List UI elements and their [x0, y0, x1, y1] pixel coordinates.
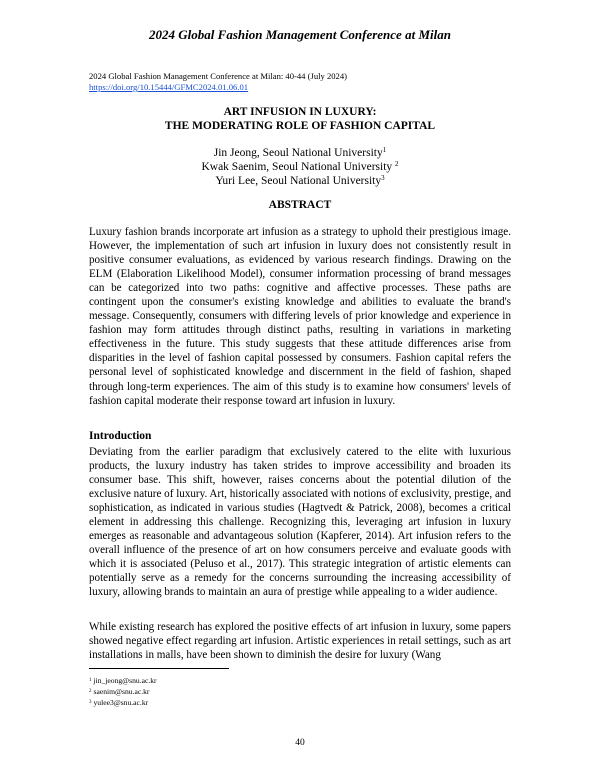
title-line-2: THE MODERATING ROLE OF FASHION CAPITAL	[164, 120, 436, 132]
author-1-sup: 1	[382, 146, 387, 154]
footnote-2	[89, 686, 157, 697]
footnote-1	[89, 675, 157, 686]
footnote-2-sup: 2	[89, 689, 92, 694]
footnote-1-sup: 1	[89, 678, 92, 683]
abstract-heading: ABSTRACT	[268, 199, 332, 211]
author-1-text: Jin Jeong, Seoul National University	[213, 147, 383, 159]
author-2	[0, 160, 600, 174]
introduction-heading: Introduction	[89, 430, 152, 442]
doi-link[interactable]: https://doi.org/10.15444/GFMC2024.01.06.01	[89, 82, 249, 92]
introduction-paragraph-1: Deviating from the earlier paradigm that exclusively catered to the elite with luxurious products, the luxury industry has taken strides to improve accessibility and broaden its consumer base. This shift, however, raises concerns about the potential dilution of the exclusive nature of luxury. Art, historically associated with notions of exclusivity, prestige, and sophistication, as indicated in various studies (Hagtvedt & Patrick, 2008), becomes a critical element in addressing this challenge. Recognizing this, leveraging art infusion in luxury emerges as reasonable and advantageous solution (Kapferer, 2014). Art infusion refers to the overall influence of the presence of art on how consumers perceive and evaluate goods with which it is associated (Peluso et al., 2017). This strategic integration of artistic elements can potentially serve as a remedy for the concerns surrounding the increasing accessibility of luxury, allowing brands to maintain an aura of prestige while appealing to a wider audience.	[89, 446, 511, 599]
author-3	[0, 174, 600, 188]
footnote-3-text: yulee3@snu.ac.kr	[93, 698, 149, 707]
author-2-sup: 2	[395, 160, 399, 168]
author-1	[0, 146, 600, 160]
citation-line: 2024 Global Fashion Management Conference at Milan: 40-44 (July 2024)	[89, 71, 347, 81]
author-3-text: Yuri Lee, Seoul National University	[215, 175, 382, 187]
footnote-2-text: saenim@snu.ac.kr	[93, 687, 150, 696]
footnote-3-sup: 3	[89, 700, 92, 705]
conference-header: 2024 Global Fashion Management Conference at Milan	[149, 27, 451, 42]
author-list	[0, 146, 600, 188]
page-number: 40	[295, 738, 305, 748]
footnote-3	[89, 697, 157, 708]
author-2-text: Kwak Saenim, Seoul National University	[201, 161, 396, 173]
footnotes	[89, 675, 157, 708]
title-line-1: ART INFUSION IN LUXURY:	[223, 106, 377, 118]
citation-block	[89, 71, 347, 93]
author-3-sup: 3	[381, 174, 385, 182]
introduction-paragraph-2: While existing research has explored the positive effects of art infusion in luxury, some papers showed negative effect regarding art infusion. Artistic experiences in retail settings, such as art installations in malls, have been shown to diminish the desire for luxury (Wang	[89, 621, 511, 662]
abstract-text: Luxury fashion brands incorporate art infusion as a strategy to uphold their prestigious image. However, the implementation of such art infusion in luxury does not consistently result in positive consumer evaluations, as evidenced by various research findings. Drawing on the ELM (Elaboration Likelihood Model), consumer information processing of brand messages can be categorized into two paths: cognitive and affective processes. These paths are contingent upon the consumer's existing knowledge and abilities to evaluate the brand's message. Consequently, consumers with differing levels of prior knowledge and experience in fashion may form attitudes through distinct paths, resulting in variations in marketing effectiveness in the future. This study suggests that these attitude differences arise from disparities in the level of fashion capital possessed by consumers. Fashion capital refers the personal level of sophisticated knowledge and discernment in the field of fashion, shaped through long-term experiences. The aim of this study is to examine how consumers' levels of fashion capital moderate their response toward art infusion in luxury.	[89, 226, 511, 407]
paper-title	[0, 105, 600, 133]
footnote-divider	[89, 668, 229, 669]
footnote-1-text: jin_jeong@snu.ac.kr	[93, 676, 157, 685]
